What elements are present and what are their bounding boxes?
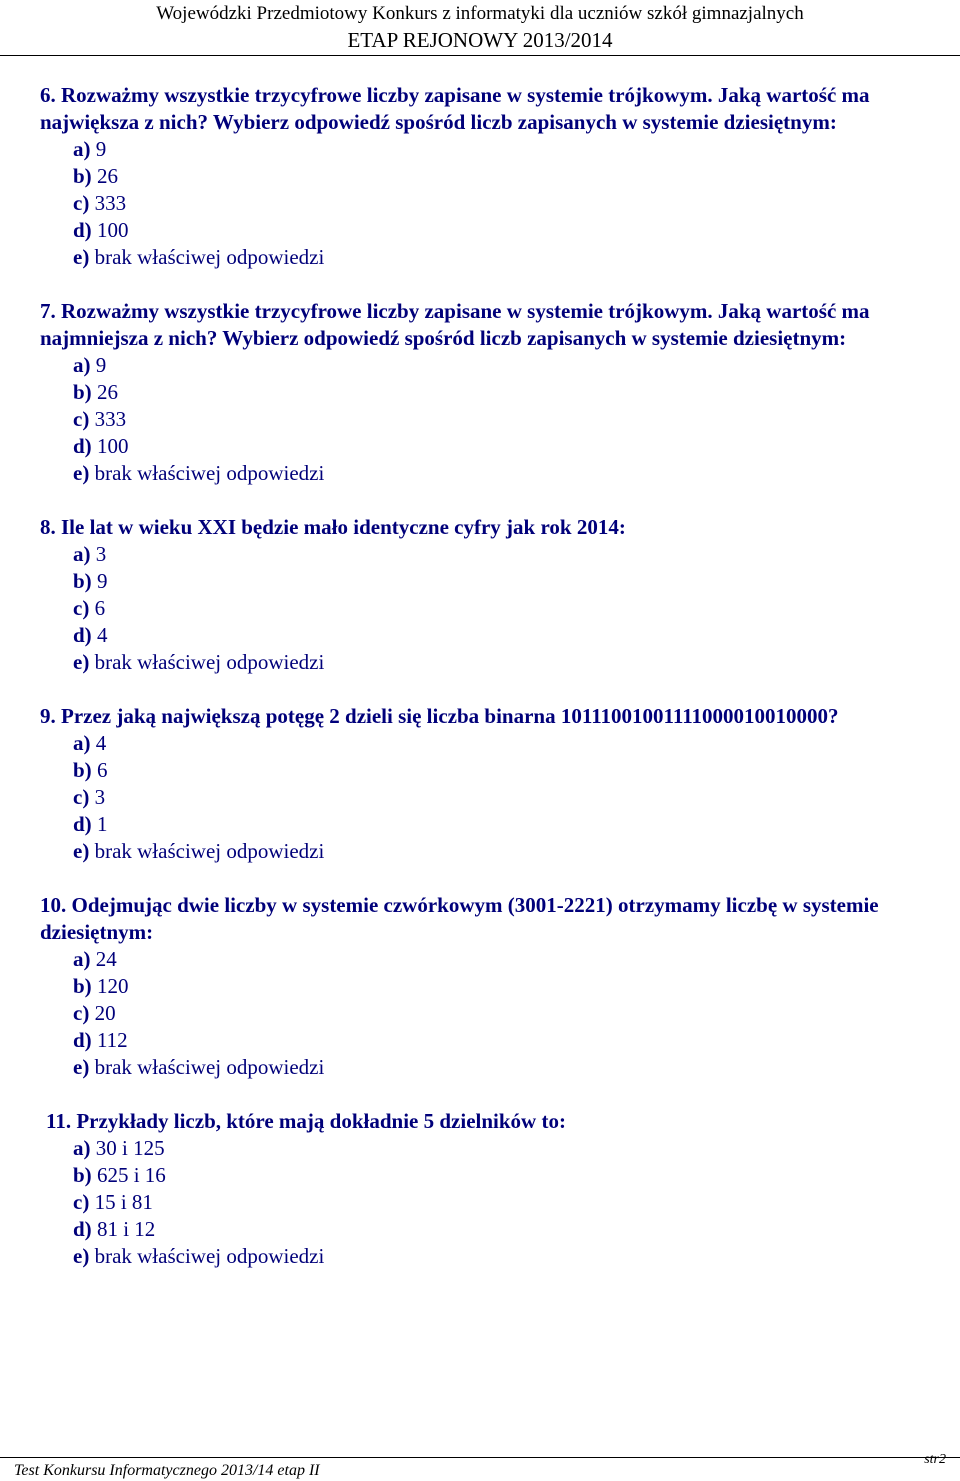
questions-list: [40, 82, 940, 1297]
answer-value: 100: [91, 218, 129, 242]
answer-option-d: [73, 1027, 940, 1054]
question-text: 8. Ile lat w wieku XXI będzie mało identyczne cyfry jak rok 2014:: [40, 515, 626, 539]
answer-value: 1: [91, 812, 108, 836]
answer-letter: d): [73, 812, 92, 836]
answer-value: 15 i 81: [89, 1190, 153, 1214]
question-7: [40, 298, 940, 487]
answer-option-c: [73, 1189, 940, 1216]
answer-option-b: [73, 379, 940, 406]
answer-option-c: [73, 406, 940, 433]
answer-letter: e): [73, 1244, 90, 1268]
answer-letter: a): [73, 353, 91, 377]
answer-list: [40, 541, 940, 676]
answer-letter: e): [73, 839, 90, 863]
answer-option-d: [73, 622, 940, 649]
answer-option-b: [73, 1162, 940, 1189]
answer-list: [40, 1135, 940, 1270]
answer-value: 6: [89, 596, 106, 620]
answer-letter: a): [73, 1136, 91, 1160]
answer-list: [40, 352, 940, 487]
answer-option-a: [73, 730, 940, 757]
answer-letter: a): [73, 542, 91, 566]
answer-option-a: [73, 136, 940, 163]
answer-value: 9: [90, 353, 107, 377]
answer-option-d: [73, 811, 940, 838]
answer-letter: b): [73, 1163, 92, 1187]
answer-option-e: [73, 244, 940, 271]
answer-option-d: [73, 1216, 940, 1243]
question-text: 7. Rozważmy wszystkie trzycyfrowe liczby zapisane w systemie trójkowym. Jaką wartość ma najmniejsza z nich? Wybierz odpowiedź spośród liczb zapisanych w systemie dziesiętnym:: [40, 299, 870, 350]
answer-value: 30 i 125: [90, 1136, 165, 1160]
answer-value: 625 i 16: [91, 1163, 166, 1187]
answer-value: brak właściwej odpowiedzi: [89, 839, 325, 863]
question-10: [40, 892, 940, 1081]
answer-list: [40, 730, 940, 865]
answer-value: 26: [91, 164, 118, 188]
answer-letter: e): [73, 461, 90, 485]
answer-option-b: [73, 163, 940, 190]
answer-option-e: [73, 1243, 940, 1270]
contest-title: Wojewódzki Przedmiotowy Konkurs z informatyki dla uczniów szkół gimnazjalnych: [156, 3, 804, 24]
answer-letter: d): [73, 1028, 92, 1052]
answer-letter: c): [73, 596, 90, 620]
stage-title: ETAP REJONOWY 2013/2014: [347, 28, 613, 52]
answer-value: brak właściwej odpowiedzi: [89, 245, 325, 269]
answer-value: 4: [91, 623, 108, 647]
answer-letter: d): [73, 218, 92, 242]
answer-option-a: [73, 1135, 940, 1162]
answer-value: 120: [91, 974, 129, 998]
answer-option-a: [73, 541, 940, 568]
question-text: 6. Rozważmy wszystkie trzycyfrowe liczby zapisane w systemie trójkowym. Jaką wartość ma największa z nich? Wybierz odpowiedź spośród liczb zapisanych w systemie dziesiętnym:: [40, 83, 870, 134]
answer-option-b: [73, 568, 940, 595]
answer-letter: a): [73, 947, 91, 971]
question-11: [40, 1108, 940, 1270]
answer-letter: c): [73, 407, 90, 431]
answer-letter: b): [73, 569, 92, 593]
page-footer: [0, 1452, 960, 1481]
answer-value: brak właściwej odpowiedzi: [89, 461, 325, 485]
question-text: 9. Przez jaką największą potęgę 2 dzieli się liczba binarna 10111001001111000010010000?: [40, 704, 839, 728]
page-header: [0, 0, 960, 56]
answer-option-c: [73, 784, 940, 811]
answer-letter: e): [73, 245, 90, 269]
answer-letter: c): [73, 191, 90, 215]
answer-option-e: [73, 460, 940, 487]
answer-letter: a): [73, 731, 91, 755]
answer-value: 9: [90, 137, 107, 161]
answer-letter: c): [73, 1190, 90, 1214]
answer-option-c: [73, 595, 940, 622]
answer-letter: e): [73, 1055, 90, 1079]
answer-option-a: [73, 352, 940, 379]
answer-value: brak właściwej odpowiedzi: [89, 1244, 325, 1268]
question-8: [40, 514, 940, 676]
question-text: 11. Przykłady liczb, które mają dokładnie 5 dzielników to:: [46, 1109, 566, 1133]
answer-value: 100: [91, 434, 129, 458]
answer-letter: d): [73, 434, 92, 458]
answer-option-b: [73, 973, 940, 1000]
question-6: [40, 82, 940, 271]
answer-value: 20: [89, 1001, 116, 1025]
answer-letter: e): [73, 650, 90, 674]
answer-value: 333: [89, 407, 127, 431]
answer-option-e: [73, 649, 940, 676]
answer-option-c: [73, 1000, 940, 1027]
answer-letter: c): [73, 785, 90, 809]
answer-letter: b): [73, 380, 92, 404]
answer-option-e: [73, 1054, 940, 1081]
answer-letter: b): [73, 974, 92, 998]
answer-value: 4: [90, 731, 107, 755]
answer-list: [40, 946, 940, 1081]
answer-option-a: [73, 946, 940, 973]
footer-test-title: Test Konkursu Informatycznego 2013/14 etap II: [14, 1462, 320, 1479]
answer-letter: c): [73, 1001, 90, 1025]
answer-value: brak właściwej odpowiedzi: [89, 1055, 325, 1079]
answer-option-b: [73, 757, 940, 784]
answer-value: 24: [90, 947, 117, 971]
question-text: 10. Odejmując dwie liczby w systemie czwórkowym (3001-2221) otrzymamy liczbę w systemie dziesiętnym:: [40, 893, 879, 944]
answer-value: 26: [91, 380, 118, 404]
answer-value: 333: [89, 191, 127, 215]
answer-list: [40, 136, 940, 271]
answer-value: 9: [91, 569, 108, 593]
answer-option-d: [73, 217, 940, 244]
answer-option-e: [73, 838, 940, 865]
answer-value: 112: [91, 1028, 128, 1052]
answer-letter: b): [73, 164, 92, 188]
answer-value: 3: [90, 542, 107, 566]
answer-value: 3: [89, 785, 106, 809]
page-number: str2: [924, 1452, 946, 1467]
answer-letter: d): [73, 623, 92, 647]
answer-value: 6: [91, 758, 108, 782]
answer-letter: b): [73, 758, 92, 782]
answer-value: brak właściwej odpowiedzi: [89, 650, 325, 674]
answer-option-d: [73, 433, 940, 460]
answer-letter: a): [73, 137, 91, 161]
answer-option-c: [73, 190, 940, 217]
question-9: [40, 703, 940, 865]
answer-value: 81 i 12: [91, 1217, 156, 1241]
answer-letter: d): [73, 1217, 92, 1241]
